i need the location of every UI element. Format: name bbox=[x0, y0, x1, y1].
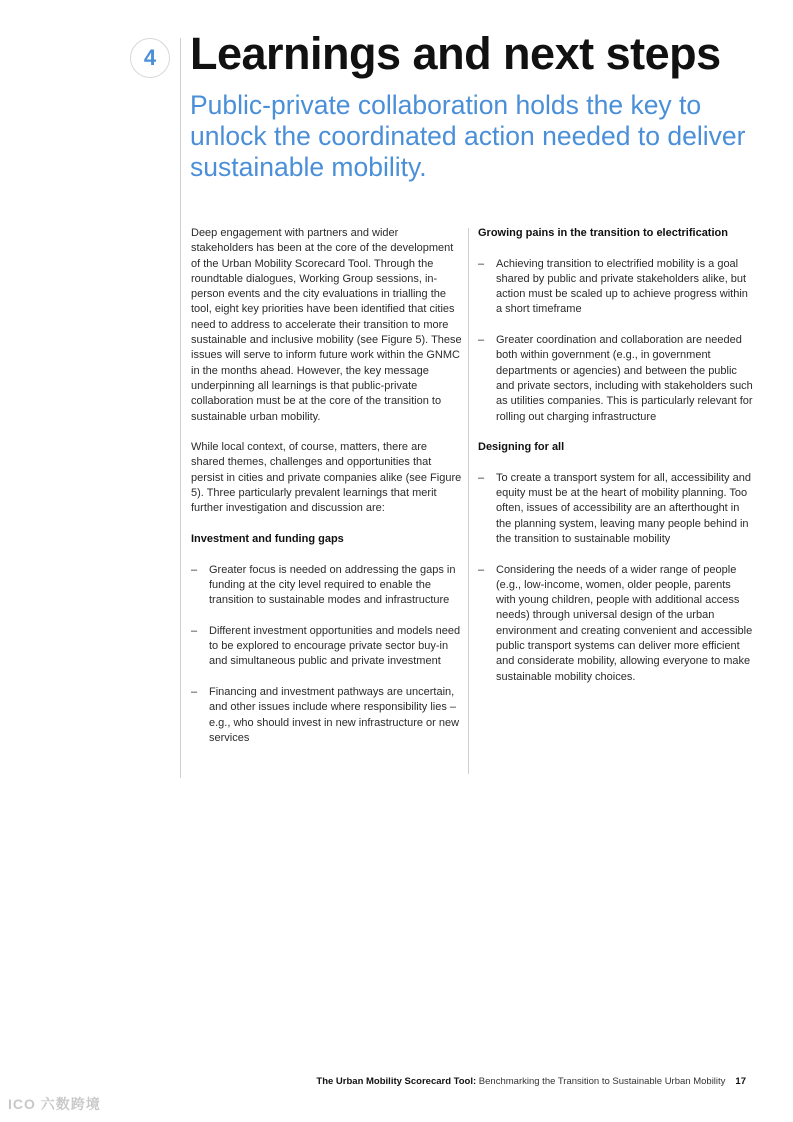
bullet-dash: – bbox=[478, 257, 485, 270]
list-item bbox=[191, 685, 463, 746]
chapter-number-badge bbox=[130, 38, 170, 78]
bullet-dash: – bbox=[191, 685, 198, 698]
bullet-dash: – bbox=[191, 563, 198, 576]
section-heading-investment: Investment and funding gaps bbox=[191, 532, 344, 545]
list-item-text: Greater coordination and collaboration are needed both within government (e.g., in government departments or agencies) and between the public and private sectors, including with stakeholders such as utilities companies. This is particularly relevant for rolling out charging infrastructure bbox=[496, 334, 753, 423]
page-subtitle: Public-private collaboration holds the key to unlock the coordinated action needed to deliver sustainable mobility. bbox=[190, 90, 746, 182]
intro-paragraph: Deep engagement with partners and wider stakeholders has been at the core of the development of the Urban Mobility Scorecard Tool. Through the roundtable dialogues, Working Group sessions, in-person events and the city evaluations in trialling the tool, eight key priorities have been identified that cities need to address to accelerate their transition to more sustainable and inclusive mobility (see Figure 5). These issues will serve to inform future work within the GNMC in the months ahead. However, the key message underpinning all learnings is that public-private collaboration must be at the core of the transition to sustainable urban mobility. bbox=[191, 227, 462, 423]
bullet-dash: – bbox=[478, 563, 485, 576]
left-divider bbox=[180, 38, 181, 778]
electrification-list bbox=[478, 257, 753, 425]
left-column bbox=[191, 226, 463, 761]
page-number: 17 bbox=[735, 1076, 746, 1087]
page-footer bbox=[316, 1076, 746, 1087]
watermark-logo: ICO 六数跨境 bbox=[8, 1096, 101, 1112]
list-item bbox=[191, 563, 463, 609]
footer-report-title: The Urban Mobility Scorecard Tool: bbox=[316, 1076, 477, 1087]
page-title: Learnings and next steps bbox=[190, 28, 721, 79]
right-column bbox=[478, 226, 753, 700]
bullet-dash: – bbox=[478, 334, 485, 347]
list-item bbox=[478, 333, 753, 425]
list-item-text: Greater focus is needed on addressing the gaps in funding at the city level required to enable the transition to sustainable modes and infrastructure bbox=[209, 563, 456, 607]
column-divider bbox=[468, 228, 469, 774]
list-item bbox=[191, 624, 463, 670]
list-item-text: Different investment opportunities and models need to be explored to encourage private sector buy-in and simultaneous public and private investment bbox=[209, 624, 461, 668]
investment-list bbox=[191, 563, 463, 747]
list-item-text: Financing and investment pathways are uncertain, and other issues include where responsibility lies – e.g., who should invest in new infrastructure or new services bbox=[209, 685, 460, 744]
themes-paragraph: While local context, of course, matters, there are shared themes, challenges and opportunities that persist in cities and private companies alike (see Figure 5). Three particularly prevalent learnings that merit further investigation and discussion are: bbox=[191, 441, 462, 515]
section-heading-designing: Designing for all bbox=[478, 441, 565, 454]
list-item-text: To create a transport system for all, accessibility and equity must be at the heart of mobility planning. Too often, issues of accessibility are an afterthought in the planning system, leaving many people behind in the transition to sustainable mobility bbox=[496, 471, 751, 545]
section-heading-electrification: Growing pains in the transition to electrification bbox=[478, 227, 728, 239]
list-item-text: Considering the needs of a wider range of people (e.g., low-income, women, older people, parents with young children, people with additional access needs) through universal design of the urban environment and creating convenient and accessible public transport systems can deliver more efficient and considerate mobility, allowing everyone to make sustainable mobility choices. bbox=[496, 563, 753, 683]
bullet-dash: – bbox=[478, 471, 485, 484]
list-item-text: Achieving transition to electrified mobility is a goal shared by public and private stakeholders alike, but action must be scaled up to achieve progress within a short timeframe bbox=[496, 257, 748, 316]
list-item bbox=[478, 471, 753, 547]
designing-list bbox=[478, 471, 753, 685]
footer-report-subtitle: Benchmarking the Transition to Sustainable Urban Mobility bbox=[476, 1076, 726, 1087]
list-item bbox=[478, 563, 753, 685]
list-item bbox=[478, 257, 753, 318]
bullet-dash: – bbox=[191, 624, 198, 637]
chapter-number: 4 bbox=[143, 45, 157, 70]
